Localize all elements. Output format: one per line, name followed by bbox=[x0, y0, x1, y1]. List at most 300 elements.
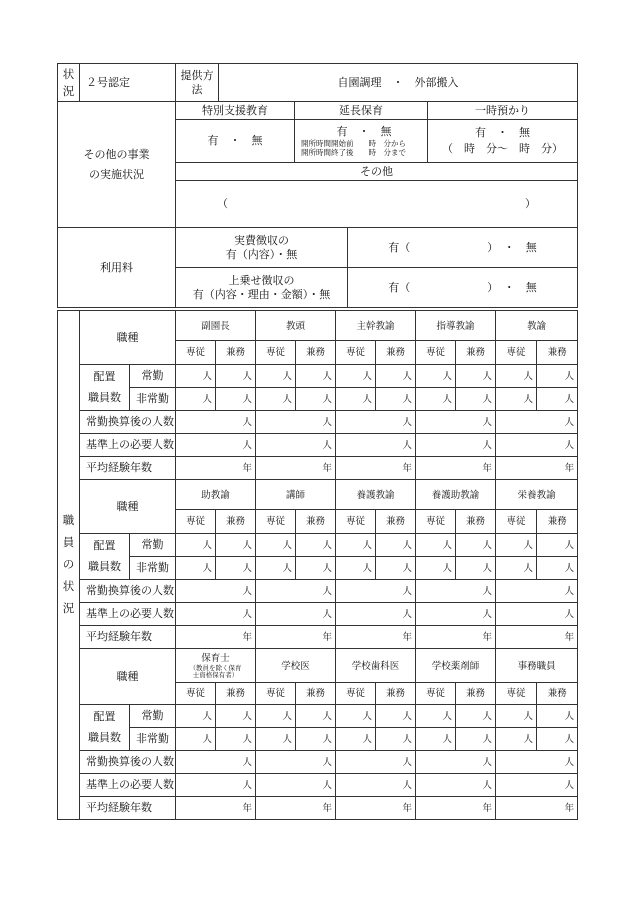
required-label-text: 基準上の必要人数 bbox=[86, 607, 174, 621]
person-count-cell bbox=[537, 557, 578, 580]
unit-text: 年 bbox=[242, 632, 253, 644]
unit-text: 人 bbox=[523, 734, 534, 746]
dedicated-header bbox=[496, 683, 537, 705]
person-count-cell bbox=[296, 388, 336, 411]
dedicated-text: 専従 bbox=[266, 687, 286, 699]
unit-text: 人 bbox=[322, 711, 333, 723]
summary-value-cell bbox=[176, 603, 256, 626]
summary-value-cell bbox=[256, 457, 336, 480]
parttime-label bbox=[130, 557, 176, 580]
concurrent-header bbox=[376, 510, 416, 534]
unit-text: 人 bbox=[564, 563, 575, 575]
job-header bbox=[176, 311, 256, 341]
dedicated-header bbox=[416, 510, 456, 534]
person-count-cell bbox=[416, 534, 456, 557]
job-type-label bbox=[80, 649, 176, 705]
unit-text: 人 bbox=[564, 394, 575, 406]
summary-value-cell bbox=[336, 457, 416, 480]
unit-text: 人 bbox=[482, 711, 493, 723]
unit-text: 人 bbox=[202, 563, 212, 575]
person-count-cell bbox=[416, 365, 456, 388]
job-type-label bbox=[80, 311, 176, 365]
dedicated-header bbox=[416, 341, 456, 365]
unit-text: 人 bbox=[322, 417, 333, 429]
person-count-cell bbox=[216, 388, 256, 411]
person-count-cell bbox=[256, 557, 296, 580]
unit-text: 人 bbox=[242, 394, 253, 406]
dedicated-text: 専従 bbox=[266, 346, 286, 358]
person-count-cell bbox=[496, 365, 537, 388]
person-count-cell bbox=[336, 557, 376, 580]
unit-text: 人 bbox=[564, 540, 575, 552]
person-count-cell bbox=[296, 365, 336, 388]
dedicated-header bbox=[256, 341, 296, 365]
provision-method-label: 提供方法 bbox=[176, 64, 219, 102]
fulltime-text: 常勤 bbox=[141, 369, 164, 383]
job-header bbox=[336, 311, 416, 341]
unit-text: 人 bbox=[482, 440, 493, 452]
concurrent-text: 兼務 bbox=[466, 687, 486, 699]
dedicated-header bbox=[176, 341, 216, 365]
summary-value-cell bbox=[336, 434, 416, 457]
unit-text: 人 bbox=[482, 394, 493, 406]
unit-text: 人 bbox=[322, 540, 333, 552]
unit-text: 人 bbox=[564, 734, 575, 746]
person-count-cell bbox=[336, 534, 376, 557]
person-count-cell bbox=[336, 728, 376, 751]
other-header: その他 bbox=[176, 163, 578, 181]
placement-label bbox=[80, 365, 130, 411]
concurrent-header bbox=[216, 683, 256, 705]
job-name: 指導教諭 bbox=[436, 320, 475, 332]
concurrent-text: 兼務 bbox=[226, 687, 246, 699]
summary-value-cell bbox=[496, 603, 578, 626]
unit-text: 人 bbox=[242, 586, 253, 598]
concurrent-text: 兼務 bbox=[547, 346, 567, 358]
concurrent-header bbox=[537, 510, 578, 534]
unit-text: 人 bbox=[482, 780, 493, 792]
unit-text: 人 bbox=[322, 440, 333, 452]
person-count-cell bbox=[256, 705, 296, 728]
concurrent-text: 兼務 bbox=[547, 515, 567, 527]
summary-value-cell bbox=[256, 751, 336, 774]
other-services-label: その他の事業 の実施状況 bbox=[58, 102, 176, 228]
unit-text: 人 bbox=[523, 540, 534, 552]
job-type-text: 職種 bbox=[116, 669, 139, 683]
summary-value-cell bbox=[256, 580, 336, 603]
concurrent-text: 兼務 bbox=[547, 687, 567, 699]
fulltime-label bbox=[130, 705, 176, 728]
unit-text: 人 bbox=[322, 609, 333, 621]
extra-fee-value: 有（ ） ・ 無 bbox=[348, 268, 578, 308]
unit-text: 人 bbox=[242, 711, 253, 723]
dedicated-text: 専従 bbox=[185, 687, 205, 699]
unit-text: 年 bbox=[242, 463, 253, 475]
dedicated-text: 専従 bbox=[506, 346, 526, 358]
concurrent-header bbox=[296, 510, 336, 534]
job-header bbox=[256, 480, 336, 510]
unit-text: 人 bbox=[564, 780, 575, 792]
person-count-cell bbox=[456, 388, 496, 411]
person-count-cell bbox=[416, 557, 456, 580]
job-header bbox=[176, 480, 256, 510]
concurrent-text: 兼務 bbox=[226, 346, 246, 358]
dedicated-text: 専従 bbox=[426, 346, 446, 358]
concurrent-header bbox=[296, 683, 336, 705]
person-count-cell bbox=[176, 728, 216, 751]
required-label bbox=[80, 603, 176, 626]
concurrent-text: 兼務 bbox=[386, 515, 406, 527]
job-name: 養護教諭 bbox=[356, 489, 395, 501]
job-name: 助教諭 bbox=[201, 489, 230, 501]
person-count-cell bbox=[336, 365, 376, 388]
dedicated-text: 専従 bbox=[185, 346, 205, 358]
status-label: 状況 bbox=[58, 64, 80, 102]
unit-text: 人 bbox=[402, 609, 413, 621]
concurrent-text: 兼務 bbox=[386, 687, 406, 699]
unit-text: 人 bbox=[322, 371, 333, 383]
unit-text: 人 bbox=[242, 757, 253, 769]
fulltime-text: 常勤 bbox=[141, 709, 164, 723]
placement-text: 配置 bbox=[93, 709, 116, 723]
summary-value-cell bbox=[416, 434, 496, 457]
staff-section-text: 職員の状況 bbox=[62, 513, 75, 615]
summary-value-cell bbox=[256, 797, 336, 820]
unit-text: 年 bbox=[402, 803, 413, 815]
summary-value-cell bbox=[416, 774, 496, 797]
unit-text: 人 bbox=[242, 734, 253, 746]
unit-text: 人 bbox=[242, 417, 253, 429]
fte-label bbox=[80, 411, 176, 434]
person-count-cell bbox=[376, 728, 416, 751]
job-header bbox=[496, 649, 578, 683]
unit-text: 年 bbox=[564, 632, 575, 644]
summary-value-cell bbox=[256, 774, 336, 797]
person-count-cell bbox=[216, 534, 256, 557]
concurrent-text: 兼務 bbox=[466, 346, 486, 358]
job-note: （教員を除く保育 bbox=[189, 663, 242, 672]
person-count-cell bbox=[496, 388, 537, 411]
job-header bbox=[416, 311, 496, 341]
dedicated-header bbox=[336, 510, 376, 534]
dedicated-header bbox=[496, 341, 537, 365]
person-count-cell bbox=[376, 705, 416, 728]
unit-text: 人 bbox=[322, 757, 333, 769]
concurrent-header bbox=[537, 683, 578, 705]
unit-text: 年 bbox=[322, 463, 333, 475]
job-name: 学校医 bbox=[281, 660, 310, 672]
job-type-text: 職種 bbox=[116, 499, 139, 513]
person-count-cell bbox=[216, 728, 256, 751]
job-name: 教頭 bbox=[286, 320, 306, 332]
person-count-cell bbox=[216, 365, 256, 388]
unit-text: 人 bbox=[564, 609, 575, 621]
unit-text: 人 bbox=[564, 371, 575, 383]
job-name: 副園長 bbox=[201, 320, 230, 332]
person-count-cell bbox=[416, 705, 456, 728]
person-count-cell bbox=[456, 534, 496, 557]
unit-text: 人 bbox=[482, 586, 493, 598]
placement-label bbox=[80, 705, 130, 751]
summary-value-cell bbox=[496, 434, 578, 457]
dedicated-header bbox=[256, 510, 296, 534]
parttime-label bbox=[130, 728, 176, 751]
summary-value-cell bbox=[416, 603, 496, 626]
summary-value-cell bbox=[416, 626, 496, 649]
job-name: 保育士 bbox=[201, 652, 230, 664]
fte-label-text: 常勤換算後の人数 bbox=[86, 584, 174, 598]
dedicated-header bbox=[496, 510, 537, 534]
person-count-cell bbox=[537, 705, 578, 728]
person-count-cell bbox=[416, 728, 456, 751]
job-type-text: 職種 bbox=[116, 330, 139, 344]
unit-text: 人 bbox=[564, 586, 575, 598]
concurrent-text: 兼務 bbox=[386, 346, 406, 358]
unit-text: 人 bbox=[402, 394, 413, 406]
unit-text: 人 bbox=[202, 734, 212, 746]
person-count-cell bbox=[256, 388, 296, 411]
summary-value-cell bbox=[336, 774, 416, 797]
job-type-label bbox=[80, 480, 176, 534]
person-count-cell bbox=[176, 388, 216, 411]
summary-value-cell bbox=[496, 580, 578, 603]
extended-care-header: 延長保育 bbox=[295, 102, 428, 120]
unit-text: 人 bbox=[523, 394, 534, 406]
person-count-cell bbox=[456, 365, 496, 388]
temporary-care-header: 一時預かり bbox=[428, 102, 578, 120]
avg-years-label bbox=[80, 457, 176, 480]
concurrent-text: 兼務 bbox=[226, 515, 246, 527]
parttime-text: 非常勤 bbox=[136, 732, 169, 746]
unit-text: 人 bbox=[362, 371, 373, 383]
summary-value-cell bbox=[496, 626, 578, 649]
avg-years-label-text: 平均経験年数 bbox=[86, 801, 152, 815]
concurrent-text: 兼務 bbox=[306, 687, 326, 699]
person-count-cell bbox=[456, 705, 496, 728]
summary-value-cell bbox=[256, 603, 336, 626]
info-table bbox=[57, 63, 578, 308]
person-count-cell bbox=[537, 388, 578, 411]
unit-text: 人 bbox=[362, 540, 373, 552]
unit-text: 人 bbox=[402, 586, 413, 598]
unit-text: 人 bbox=[442, 394, 453, 406]
summary-value-cell bbox=[336, 411, 416, 434]
unit-text: 人 bbox=[523, 371, 534, 383]
person-count-cell bbox=[456, 728, 496, 751]
job-header bbox=[256, 649, 336, 683]
person-count-cell bbox=[256, 728, 296, 751]
summary-value-cell bbox=[416, 797, 496, 820]
unit-text: 人 bbox=[482, 540, 493, 552]
summary-value-cell bbox=[256, 626, 336, 649]
extra-fee-label: 上乗せ徴収の 有（内容・理由・金額）・無 bbox=[176, 268, 348, 308]
unit-text: 人 bbox=[242, 440, 253, 452]
fee-label: 利用料 bbox=[58, 228, 176, 308]
job-header bbox=[336, 480, 416, 510]
summary-value-cell bbox=[416, 751, 496, 774]
job-header bbox=[336, 649, 416, 683]
unit-text: 人 bbox=[402, 371, 413, 383]
dedicated-header bbox=[416, 683, 456, 705]
dedicated-text: 専従 bbox=[185, 515, 205, 527]
special-support-header: 特別支援教育 bbox=[176, 102, 295, 120]
summary-value-cell bbox=[176, 626, 256, 649]
unit-text: 人 bbox=[523, 711, 534, 723]
summary-value-cell bbox=[416, 580, 496, 603]
dedicated-text: 専従 bbox=[426, 515, 446, 527]
summary-value-cell bbox=[176, 411, 256, 434]
job-header bbox=[496, 480, 578, 510]
unit-text: 人 bbox=[402, 417, 413, 429]
person-count-cell bbox=[376, 388, 416, 411]
summary-value-cell bbox=[496, 797, 578, 820]
summary-value-cell bbox=[176, 797, 256, 820]
unit-text: 人 bbox=[402, 563, 413, 575]
unit-text: 人 bbox=[442, 371, 453, 383]
fte-label-text: 常勤換算後の人数 bbox=[86, 755, 174, 769]
unit-text: 人 bbox=[564, 711, 575, 723]
unit-text: 年 bbox=[564, 803, 575, 815]
unit-text: 人 bbox=[402, 734, 413, 746]
person-count-cell bbox=[296, 705, 336, 728]
dedicated-header bbox=[256, 683, 296, 705]
unit-text: 年 bbox=[482, 803, 493, 815]
unit-text: 人 bbox=[282, 734, 293, 746]
other-value: （ ） bbox=[176, 181, 578, 228]
concurrent-text: 兼務 bbox=[306, 346, 326, 358]
unit-text: 人 bbox=[564, 440, 575, 452]
unit-text: 人 bbox=[482, 563, 493, 575]
unit-text: 人 bbox=[282, 540, 293, 552]
fte-label bbox=[80, 580, 176, 603]
dedicated-header bbox=[176, 510, 216, 534]
concurrent-text: 兼務 bbox=[306, 515, 326, 527]
unit-text: 人 bbox=[564, 757, 575, 769]
unit-text: 人 bbox=[402, 440, 413, 452]
dedicated-text: 専従 bbox=[346, 346, 366, 358]
concurrent-header bbox=[456, 510, 496, 534]
person-count-cell bbox=[296, 534, 336, 557]
summary-value-cell bbox=[416, 411, 496, 434]
person-count-cell bbox=[416, 388, 456, 411]
job-name: 学校歯科医 bbox=[351, 660, 400, 672]
placement-text: 職員数 bbox=[88, 559, 121, 573]
job-header bbox=[256, 311, 336, 341]
avg-years-label bbox=[80, 626, 176, 649]
unit-text: 人 bbox=[202, 540, 212, 552]
unit-text: 人 bbox=[322, 586, 333, 598]
unit-text: 人 bbox=[523, 563, 534, 575]
fte-label bbox=[80, 751, 176, 774]
unit-text: 人 bbox=[282, 563, 293, 575]
summary-value-cell bbox=[176, 580, 256, 603]
summary-value-cell bbox=[336, 797, 416, 820]
unit-text: 人 bbox=[282, 711, 293, 723]
placement-text: 職員数 bbox=[88, 390, 121, 404]
summary-value-cell bbox=[336, 751, 416, 774]
unit-text: 年 bbox=[322, 803, 333, 815]
unit-text: 人 bbox=[362, 734, 373, 746]
concurrent-header bbox=[376, 683, 416, 705]
extended-care-cell: 有 ・ 無 開所時間開始前 時 分から 開所時間終了後 時 分まで bbox=[295, 120, 428, 163]
avg-years-label bbox=[80, 797, 176, 820]
unit-text: 人 bbox=[322, 780, 333, 792]
unit-text: 年 bbox=[322, 632, 333, 644]
person-count-cell bbox=[296, 557, 336, 580]
person-count-cell bbox=[376, 365, 416, 388]
unit-text: 人 bbox=[242, 780, 253, 792]
unit-text: 人 bbox=[202, 711, 212, 723]
concurrent-header bbox=[456, 341, 496, 365]
concurrent-header bbox=[216, 510, 256, 534]
person-count-cell bbox=[336, 705, 376, 728]
person-count-cell bbox=[176, 534, 216, 557]
person-count-cell bbox=[256, 534, 296, 557]
unit-text: 年 bbox=[242, 803, 253, 815]
summary-value-cell bbox=[176, 774, 256, 797]
temporary-care-cell: 有 ・ 無 （ 時 分～ 時 分） bbox=[428, 120, 578, 163]
person-count-cell bbox=[496, 728, 537, 751]
person-count-cell bbox=[496, 534, 537, 557]
job-header bbox=[416, 480, 496, 510]
concurrent-text: 兼務 bbox=[466, 515, 486, 527]
staff-table bbox=[57, 310, 578, 820]
unit-text: 人 bbox=[362, 563, 373, 575]
unit-text: 人 bbox=[402, 757, 413, 769]
dedicated-text: 専従 bbox=[266, 515, 286, 527]
unit-text: 人 bbox=[202, 394, 212, 406]
placement-text: 職員数 bbox=[88, 730, 121, 744]
person-count-cell bbox=[376, 534, 416, 557]
unit-text: 年 bbox=[564, 463, 575, 475]
actual-fee-value: 有（ ） ・ 無 bbox=[348, 228, 578, 268]
unit-text: 人 bbox=[402, 540, 413, 552]
summary-value-cell bbox=[416, 457, 496, 480]
job-name: 事務職員 bbox=[517, 660, 556, 672]
fulltime-label bbox=[130, 365, 176, 388]
summary-value-cell bbox=[256, 411, 336, 434]
concurrent-header bbox=[456, 683, 496, 705]
summary-value-cell bbox=[176, 457, 256, 480]
person-count-cell bbox=[176, 557, 216, 580]
person-count-cell bbox=[336, 388, 376, 411]
unit-text: 人 bbox=[242, 563, 253, 575]
required-label-text: 基準上の必要人数 bbox=[86, 438, 174, 452]
unit-text: 人 bbox=[402, 780, 413, 792]
parttime-text: 非常勤 bbox=[136, 561, 169, 575]
parttime-label bbox=[130, 388, 176, 411]
unit-text: 人 bbox=[322, 394, 333, 406]
unit-text: 人 bbox=[482, 734, 493, 746]
unit-text: 人 bbox=[564, 417, 575, 429]
person-count-cell bbox=[496, 705, 537, 728]
unit-text: 人 bbox=[362, 711, 373, 723]
summary-value-cell bbox=[496, 774, 578, 797]
unit-text: 年 bbox=[482, 463, 493, 475]
required-label bbox=[80, 434, 176, 457]
required-label-text: 基準上の必要人数 bbox=[86, 778, 174, 792]
job-name: 栄養教諭 bbox=[517, 489, 556, 501]
concurrent-header bbox=[296, 341, 336, 365]
summary-value-cell bbox=[496, 457, 578, 480]
dedicated-text: 専従 bbox=[346, 687, 366, 699]
job-name: 講師 bbox=[286, 489, 306, 501]
job-note: 士資格保有者） bbox=[192, 671, 239, 680]
unit-text: 人 bbox=[482, 417, 493, 429]
required-label bbox=[80, 774, 176, 797]
unit-text: 人 bbox=[282, 371, 293, 383]
summary-value-cell bbox=[496, 411, 578, 434]
